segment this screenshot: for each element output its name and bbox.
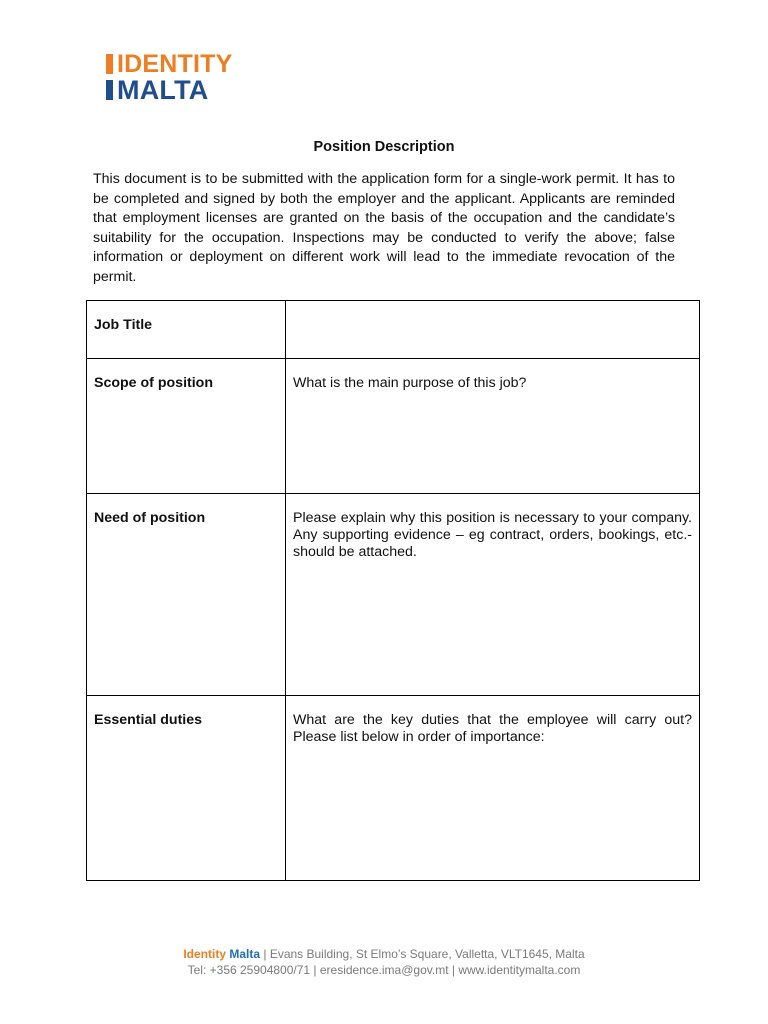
table-row-job-title bbox=[87, 301, 700, 359]
identity-malta-logo bbox=[106, 50, 233, 105]
job-title-label: Job Title bbox=[87, 301, 286, 359]
footer-address-line bbox=[0, 946, 768, 962]
logo-word-identity: IDENTITY bbox=[117, 50, 233, 78]
logo-word-malta: MALTA bbox=[117, 75, 209, 105]
table-row-duties bbox=[87, 696, 700, 881]
scope-label: Scope of position bbox=[87, 359, 286, 494]
table-row-need bbox=[87, 494, 700, 696]
intro-paragraph: This document is to be submitted with the application form for a single-work permit. It has to be completed and signed by both the employer and the applicant. Applicants are reminded that employment licenses are granted on the basis of the occupation and the candidate’s suitability for the occupation. Inspections may be conducted to verify the above; false information or deployment on different work will lead to the immediate revocation of the permit. bbox=[93, 171, 675, 285]
page-footer bbox=[0, 946, 768, 978]
logo-blue-bar bbox=[106, 80, 113, 100]
footer-address: | Evans Building, St Elmo’s Square, Valletta, VLT1645, Malta bbox=[260, 947, 585, 961]
footer-brand-malta: Malta bbox=[229, 947, 261, 961]
position-form-table bbox=[86, 300, 700, 881]
logo-bottom-line bbox=[106, 75, 233, 105]
duties-field[interactable]: What are the key duties that the employee will carry out? Please list below in order of importance: bbox=[286, 696, 700, 881]
footer-brand-identity: Identity bbox=[183, 947, 226, 961]
scope-field[interactable]: What is the main purpose of this job? bbox=[286, 359, 700, 494]
document-title: Position Description bbox=[313, 139, 455, 155]
duties-label: Essential duties bbox=[87, 696, 286, 881]
need-label: Need of position bbox=[87, 494, 286, 696]
need-field[interactable]: Please explain why this position is necessary to your company. Any supporting evidence – eg contract, orders, bookings, etc.-should be attached. bbox=[286, 494, 700, 696]
job-title-field[interactable] bbox=[286, 301, 700, 359]
logo-orange-bar bbox=[106, 54, 113, 74]
table-row-scope bbox=[87, 359, 700, 494]
logo-top-line bbox=[106, 52, 233, 76]
footer-contact: Tel: +356 25904800/71 | eresidence.ima@gov.mt | www.identitymalta.com bbox=[187, 963, 581, 977]
